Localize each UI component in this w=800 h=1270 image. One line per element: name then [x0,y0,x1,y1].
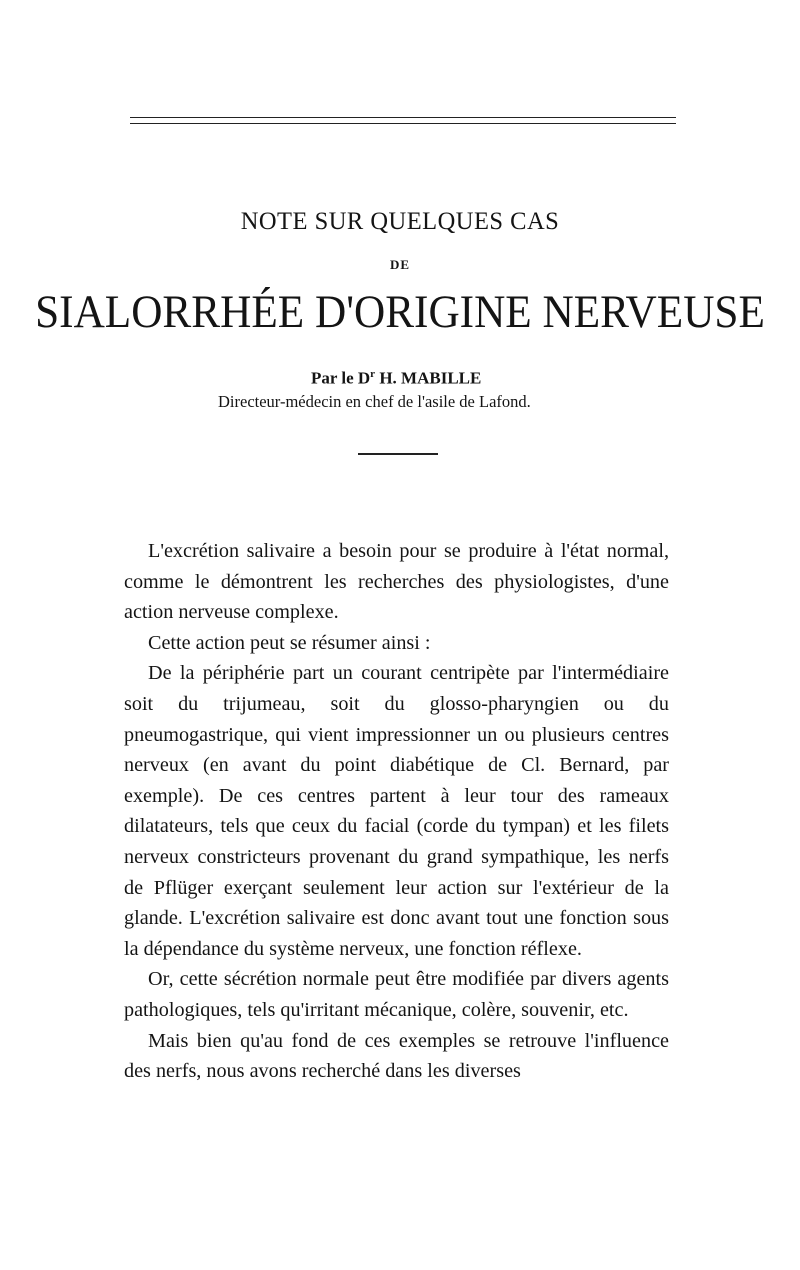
section-divider [358,453,438,455]
top-rule [130,117,676,118]
article-title: SIALORRHÉE D'ORIGINE NERVEUSE [35,286,765,338]
author-name: H. MABILLE [375,368,482,388]
paragraph: Cette action peut se résumer ainsi : [148,631,431,654]
paragraph: Or, cette sécrétion normale peut être modifiée par divers agents pathologiques, tels qu'irritant mécanique, colère, souvenir, etc. [124,968,669,1021]
paragraph: L'excrétion salivaire a besoin pour se produire à l'état normal, comme le démontrent les recherches des physiologistes, d'une action nerveuse complexe. [124,540,669,624]
top-rule-second [130,123,676,124]
title-connector: DE [389,257,411,272]
author-prefix: Par le D [311,368,371,388]
paragraph: Mais bien qu'au fond de ces exemples se retrouve l'influence des nerfs, nous avons recherché dans les diverses [124,1029,669,1083]
article-body [124,536,669,1087]
author-affiliation: Directeur-médecin en chef de l'asile de Lafond. [218,392,531,411]
author-line [311,368,481,389]
paragraph: De la périphérie part un courant centripète par l'intermédiaire soit du trijumeau, soit du glosso-pharyngien ou du pneumogastrique, qui vient impressionner un ou plusieurs centres nerveux (en avant du point diabétique de Cl. Bernard, par exemple). De ces centres partent à leur tour des rameaux dilatateurs, tels que ceux du facial (corde du tympan) et les filets nerveux constricteurs provenant du grand sympathique, les nerfs de Pflüger exerçant seulement leur action sur l'extérieur de la glande. L'excrétion salivaire est donc avant tout une fonction sous la dépendance du système nerveux, une fonction réflexe. [124,662,669,960]
author-title-sup: r [370,368,376,380]
article-subtitle: NOTE SUR QUELQUES CAS [240,208,560,235]
